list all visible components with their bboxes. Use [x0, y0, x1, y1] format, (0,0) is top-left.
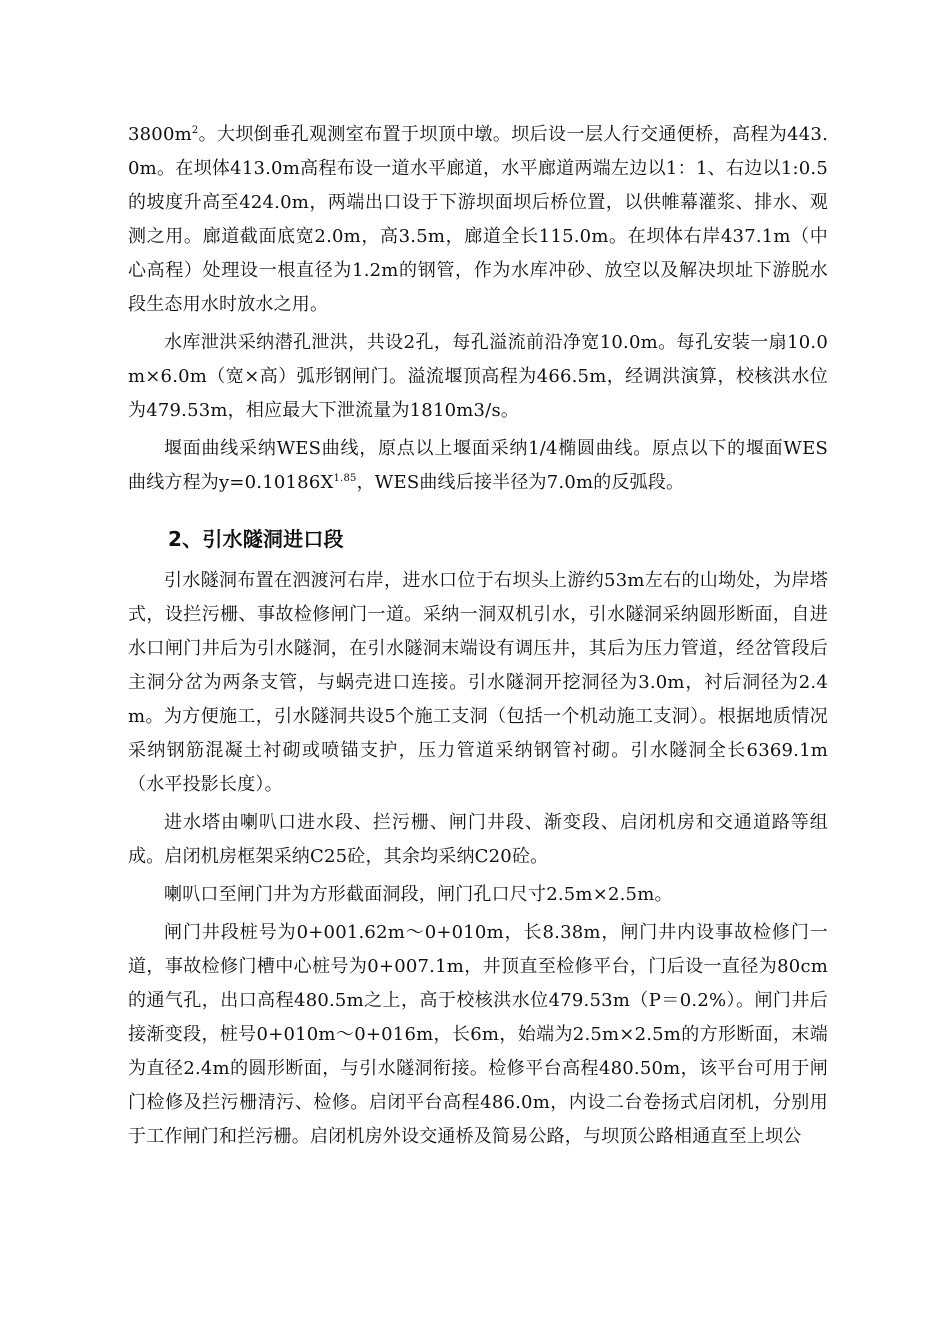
superscript-exponent: 1.85 [333, 473, 357, 484]
text-weir-curve: 堰面曲线采纳WES曲线，原点以上堰面采纳1/4椭圆曲线。原点以下的堰面WES曲线方程为y=0.10186X [128, 438, 828, 493]
paragraph-dam-gallery [128, 118, 828, 322]
section-heading: 2、引水隧洞进口段 [168, 527, 344, 551]
paragraph-weir-curve [128, 432, 828, 500]
superscript-2: 2 [191, 125, 199, 136]
paragraph-bellmouth: 喇叭口至闸门井为方形截面洞段，闸门孔口尺寸2.5m×2.5m。 [164, 884, 673, 905]
paragraph-flood-discharge: 水库泄洪采纳潜孔泄洪，共设2孔，每孔溢流前沿净宽10.0m。每孔安装一扇10.0m×6.0m（宽×高）弧形钢闸门。溢流堰顶高程为466.5m，经调洪演算，校核洪水位为479.53m，相应最大下泄流量为1810m3/s。 [128, 332, 828, 421]
text-dam-gallery: 。大坝倒垂孔观测室布置于坝顶中墩。坝后设一层人行交通便桥，高程为443.0m。在坝体413.0m高程布设一道水平廊道，水平廊道两端左边以1：1、右边以1:0.5的坡度升高至424.0m，两端出口设于下游坝面坝后桥位置，以供帷幕灌浆、排水、观测之用。廊道截面底宽2.0m，高3.5m，廊道全长115.0m。在坝体右岸437.1m（中心高程）处理设一根直径为1.2m的钢管，作为水库冲砂、放空以及解决坝址下游脱水段生态用水时放水之用。 [128, 124, 828, 315]
text-weir-curve-end: ，WES曲线后接半径为7.0m的反弧段。 [356, 472, 685, 493]
paragraph-intake-tower: 进水塔由喇叭口进水段、拦污栅、闸门井段、渐变段、启闭机房和交通道路等组成。启闭机房框架采纳C25砼，其余均采纳C20砼。 [128, 812, 828, 867]
document-body [128, 118, 828, 1158]
paragraph-gate-shaft: 闸门井段桩号为0+001.62m～0+010m，长8.38m，闸门井内设事故检修门一道，事故检修门槽中心桩号为0+007.1m，井顶直至检修平台，门后设一直径为80cm的通气孔，出口高程480.5m之上，高于校核洪水位479.53m（P＝0.2%）。闸门井后接渐变段，桩号0+010m～0+016m，长6m，始端为2.5m×2.5m的方形断面，末端为直径2.4m的圆形断面，与引水隧洞衔接。检修平台高程480.50m，该平台可用于闸门检修及拦污栅清污、检修。启闭平台高程486.0m，内设二台卷扬式启闭机，分别用于工作闸门和拦污栅。启闭机房外设交通桥及简易公路，与坝顶公路相通直至上坝公 [128, 922, 828, 1147]
text-area-value: 3800m [128, 124, 192, 145]
paragraph-tunnel-layout: 引水隧洞布置在泗渡河右岸，进水口位于右坝头上游约53m左右的山坳处，为岸塔式，设拦污栅、事故检修闸门一道。采纳一洞双机引水，引水隧洞采纳圆形断面，自进水口闸门井后为引水隧洞，在引水隧洞末端设有调压井，其后为压力管道，经岔管段后主洞分岔为两条支管，与蜗壳进口连接。引水隧洞开挖洞径为3.0m，衬后洞径为2.4m。为方便施工，引水隧洞共设5个施工支洞（包括一个机动施工支洞）。根据地质情况采纳钢筋混凝土衬砌或喷锚支护，压力管道采纳钢管衬砌。引水隧洞全长6369.1m（水平投影长度）。 [128, 570, 828, 795]
